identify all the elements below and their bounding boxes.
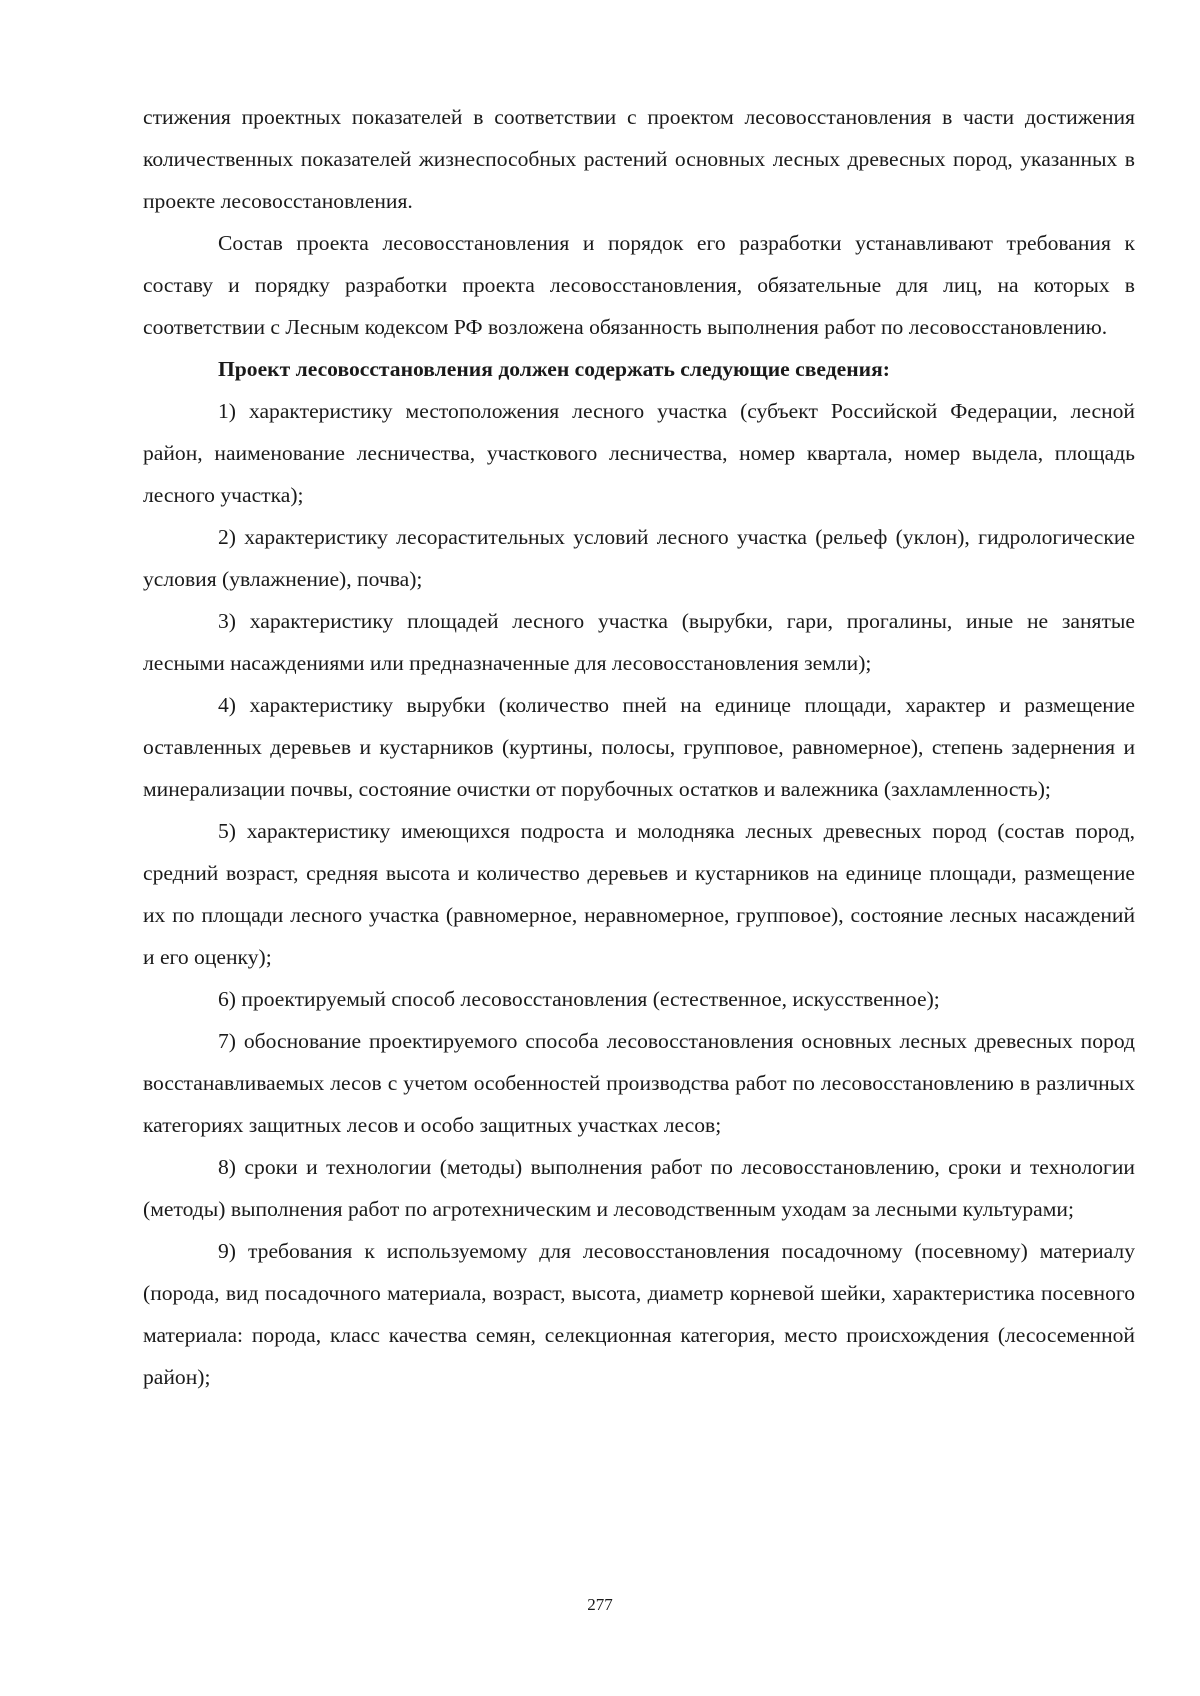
paragraph-composition: Состав проекта лесовосстановления и порядок его разработки устанавливают требования к составу и порядку разработки проекта лесовосстановления, обязательные для лиц, на которых в соответствии с Лесным кодексом РФ возложена обязанность выполнения работ по лесовосстановлению. [143,231,1135,339]
list-item-3: 3) характеристику площадей лесного участка (вырубки, гари, прогалины, иные не занятые лесными насаждениями или предназначенные для лесовосстановления земли); [143,609,1135,675]
list-item-8: 8) сроки и технологии (методы) выполнения работ по лесовосстановлению, сроки и технологии (методы) выполнения работ по агротехническим и лесоводственным уходам за лесными культурами; [143,1155,1135,1221]
list-item-5: 5) характеристику имеющихся подроста и молодняка лесных древесных пород (состав пород, средний возраст, средняя высота и количество деревьев и кустарников на единице площади, размещение их по площади лесного участка (равномерное, неравномерное, групповое), состояние лесных насаждений и его оценку); [143,819,1135,969]
list-item-2: 2) характеристику лесорастительных условий лесного участка (рельеф (уклон), гидрологические условия (увлажнение), почва); [143,525,1135,591]
paragraph-continuation: стижения проектных показателей в соответствии с проектом лесовосстановления в части достижения количественных показателей жизнеспособных растений основных лесных древесных пород, указанных в проекте лесовосстановления. [143,105,1135,213]
page-number: 277 [587,1595,613,1614]
section-heading: Проект лесовосстановления должен содержать следующие сведения: [218,357,890,381]
list-item-6: 6) проектируемый способ лесовосстановления (естественное, искусственное); [218,987,940,1011]
document-page [143,96,1135,1398]
list-item-1: 1) характеристику местоположения лесного участка (субъект Российской Федерации, лесной район, наименование лесничества, участкового лесничества, номер квартала, номер выдела, площадь лесного участка); [143,399,1135,507]
list-item-7: 7) обоснование проектируемого способа лесовосстановления основных лесных древесных пород восстанавливаемых лесов с учетом особенностей производства работ по лесовосстановлению в различных категориях защитных лесов и особо защитных участках лесов; [143,1029,1135,1137]
list-item-9: 9) требования к используемому для лесовосстановления посадочному (посевному) материалу (порода, вид посадочного материала, возраст, высота, диаметр корневой шейки, характеристика посевного материала: порода, класс качества семян, селекционная категория, место происхождения (лесосеменной район); [143,1239,1135,1389]
list-item-4: 4) характеристику вырубки (количество пней на единице площади, характер и размещение оставленных деревьев и кустарников (куртины, полосы, групповое, равномерное), степень задернения и минерализации почвы, состояние очистки от порубочных остатков и валежника (захламленность); [143,693,1135,801]
